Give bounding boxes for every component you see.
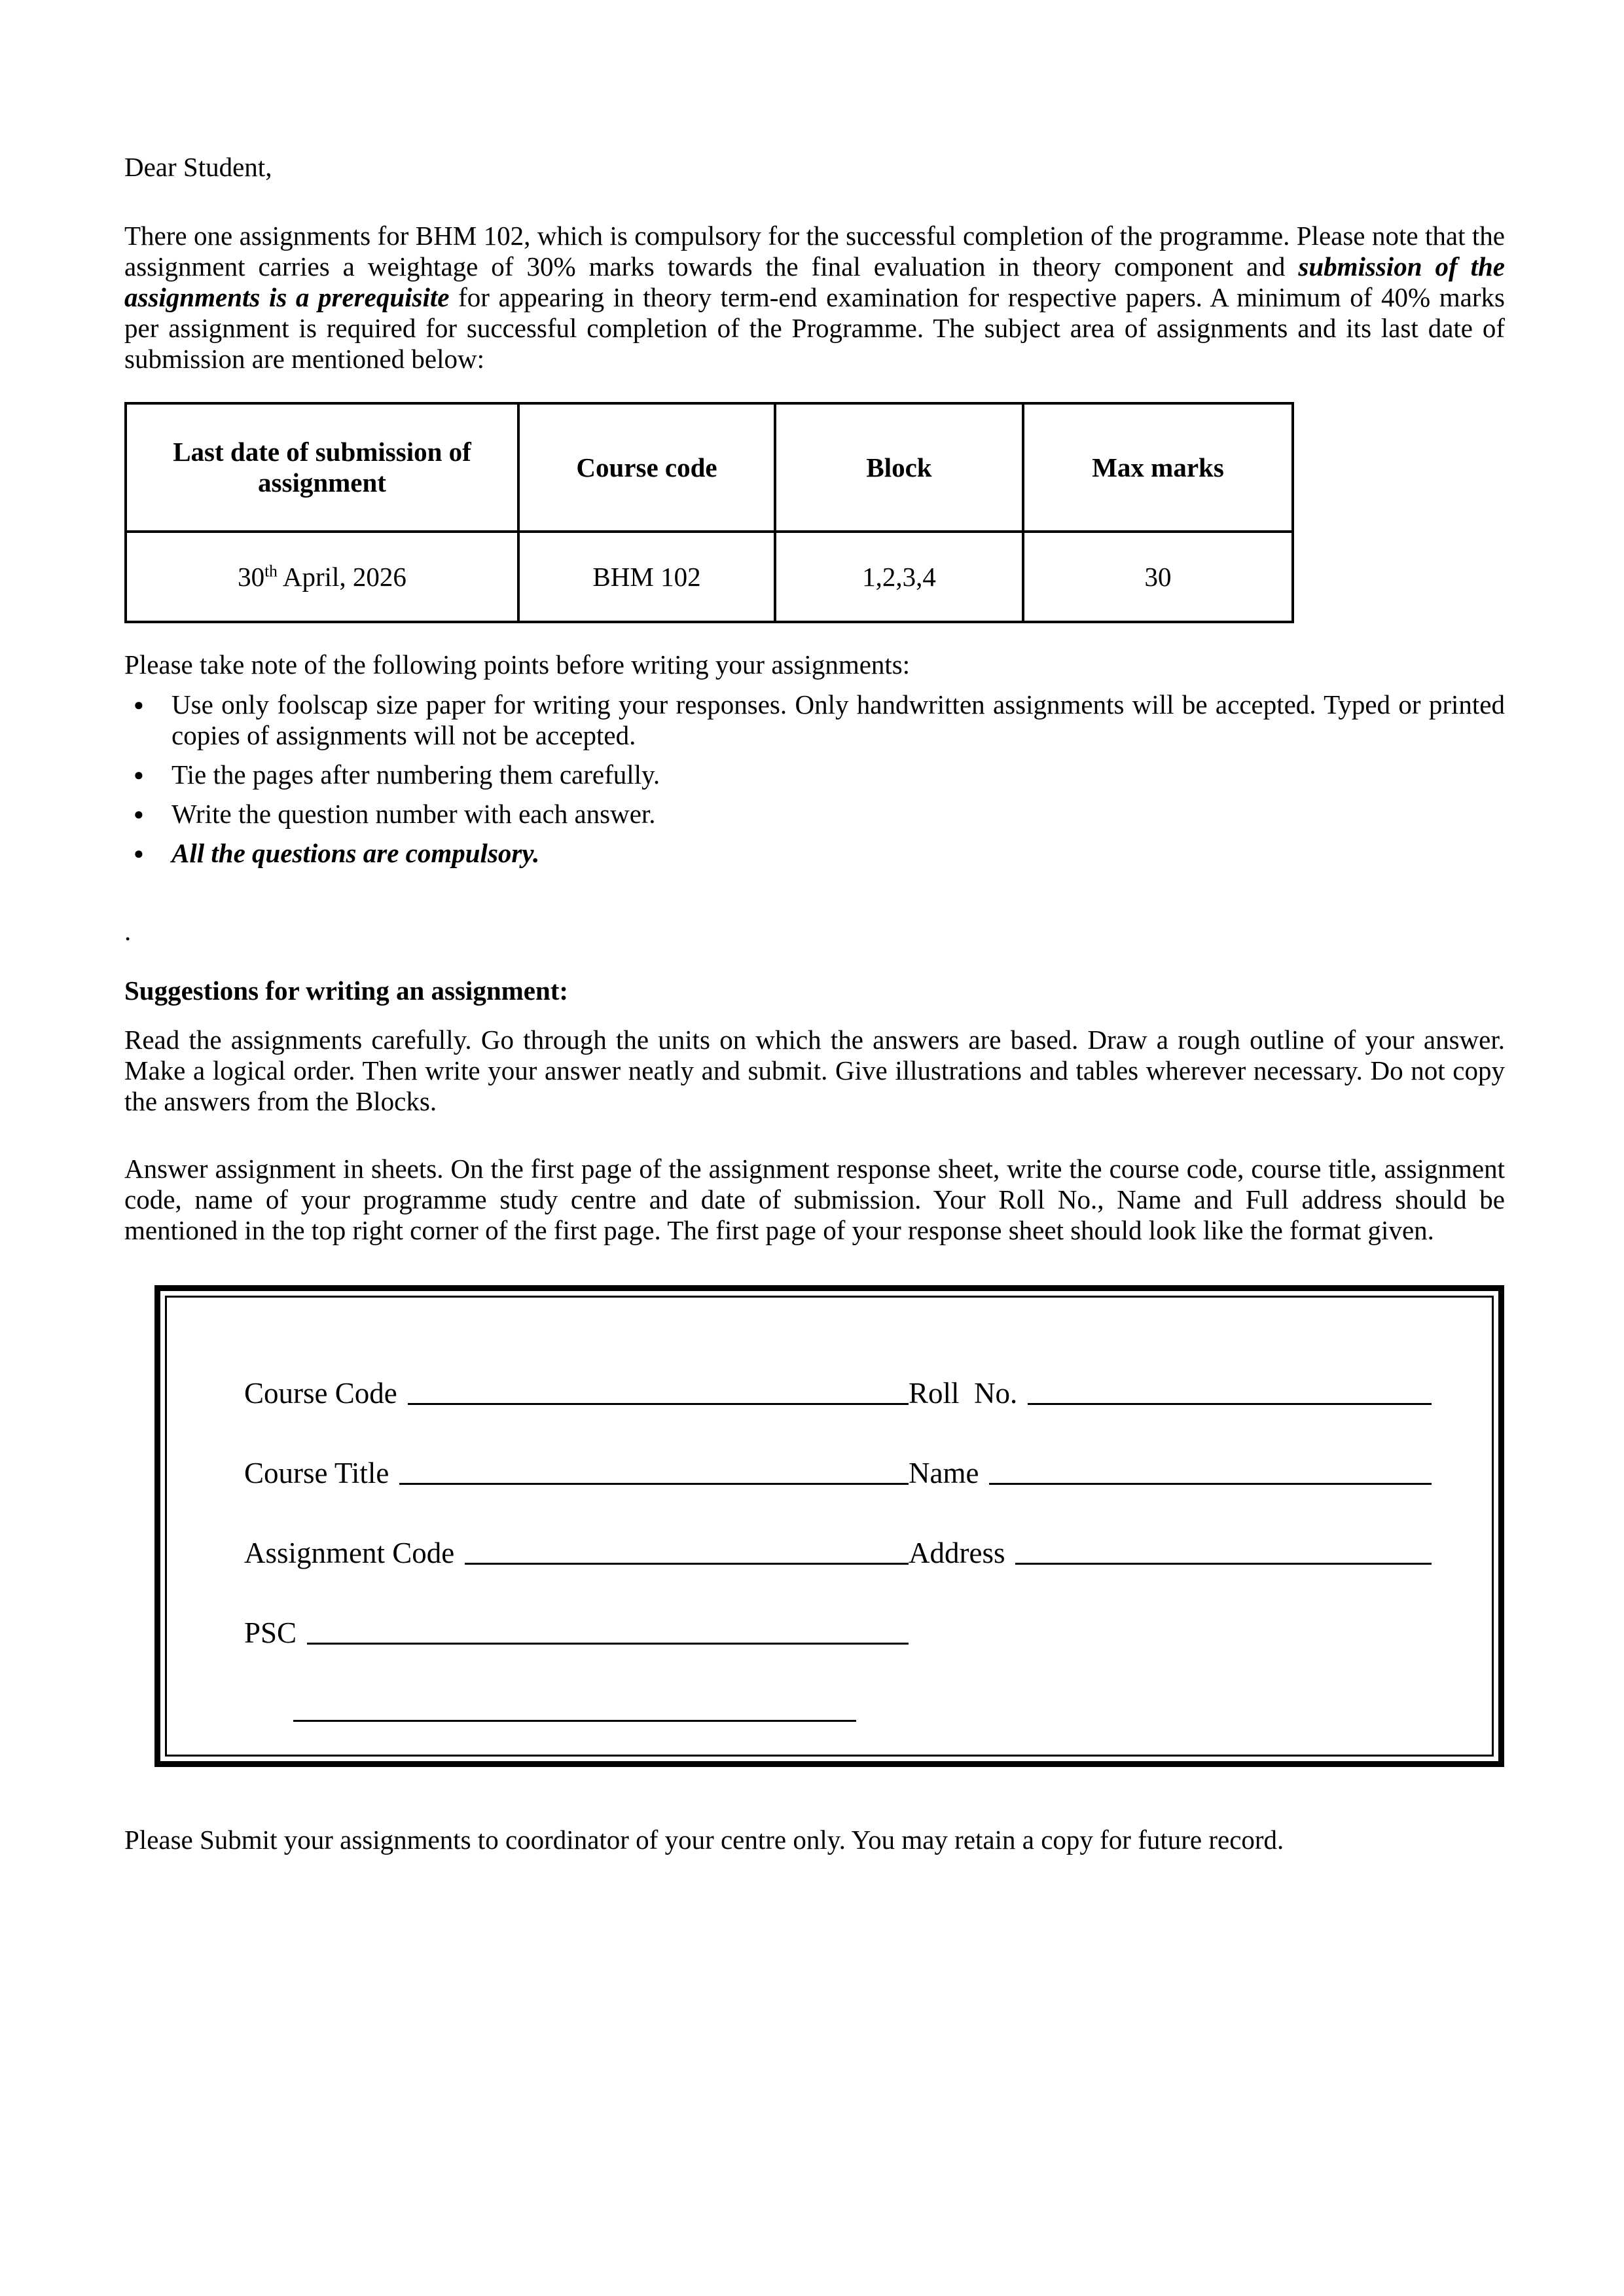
date-ordinal: th [264,561,278,580]
bullet-text: All the questions are compulsory. [171,838,540,868]
table-header-row [126,403,1293,532]
bullet-text: Tie the pages after numbering them carefully. [171,759,660,790]
format-box-inner [165,1296,1494,1757]
blank-line [1015,1562,1432,1565]
blank-line [408,1402,909,1405]
bullet-item [124,689,1505,751]
blank-line [399,1482,909,1485]
blank-line [989,1482,1432,1485]
blank-line [465,1562,909,1565]
notes-intro: Please take note of the following points before writing your assignments: [124,649,911,680]
bullet-icon: ● [134,844,144,863]
salutation: Dear Student, [124,152,272,182]
header-max-marks: Max marks [1023,403,1293,532]
field-row-course-code [244,1330,909,1410]
header-course-code: Course code [518,403,775,532]
field-label: Roll No. [909,1377,1018,1410]
format-box-left-column [244,1330,909,1727]
bullet-icon: ● [134,695,144,714]
format-box [154,1285,1504,1767]
bullet-icon: ● [134,805,144,824]
blank-line [1028,1402,1432,1405]
bullet-icon: ● [134,765,144,784]
field-row-address [909,1490,1459,1570]
bullet-list [124,689,1505,869]
field-row-psc [244,1570,909,1650]
field-label: Assignment Code [244,1537,455,1569]
bullet-text: Use only foolscap size paper for writing your responses. Only handwritten assignments will be accepted. Typed or printed copies of assignments will not be accepted. [171,689,1505,750]
field-row-name [909,1410,1459,1490]
intro-part1: There one assignments for BHM 102, which is compulsory for the successful completion of the programme. Please note that the assignment carries a weightage of 30% marks towards the final evaluation in theory component and [124,221,1505,282]
intro-emphasis: submission of the assignments is a prerequisite [124,251,1505,312]
field-row-course-title [244,1410,909,1490]
suggestions-heading: Suggestions for writing an assignment: [124,975,569,1006]
blank-line [307,1642,909,1645]
field-label: Course Title [244,1457,389,1489]
field-label: Name [909,1457,979,1489]
field-row-extra-line [244,1650,909,1727]
field-label: Address [909,1537,1005,1569]
course-code-cell: BHM 102 [518,532,775,622]
max-marks-cell: 30 [1023,532,1293,622]
header-block: Block [775,403,1023,532]
bullet-item [124,838,1505,869]
field-label: PSC [244,1616,297,1649]
assignments-table [124,402,1294,623]
intro-part2: for appearing in theory term-end examination for respective papers. A minimum of 40% marks per assignment is required for successful completion of the Programme. The subject area of assignments and its last date of submission are mentioned below: [124,282,1505,374]
field-row-assignment-code [244,1490,909,1570]
bullet-item [124,759,1505,790]
suggestions-paragraph: Read the assignments carefully. Go through the units on which the answers are based. Draw a rough outline of your answer. Make a logical order. Then write your answer neatly and submit. Give illustrations and tables wherever necessary. Do not copy the answers from the Blocks. [124,1025,1505,1116]
format-box-right-column [909,1330,1459,1727]
answer-format-paragraph: Answer assignment in sheets. On the first page of the assignment response sheet, write the course code, course title, assignment code, name of your programme study centre and date of submission. Your Roll No., Name and Full address should be mentioned in the top right corner of the first page. The first page of your response sheet should look like the format given. [124,1154,1505,1245]
date-month-year: April, 2026 [277,561,406,592]
header-last-date: Last date of submission of assignment [126,403,518,532]
block-cell: 1,2,3,4 [775,532,1023,622]
date-day: 30 [238,561,265,592]
bullet-item [124,799,1505,829]
bullet-text: Write the question number with each answer. [171,799,656,829]
date-cell [126,532,518,622]
table-data-row [126,532,1293,622]
blank-line [293,1719,856,1722]
field-row-roll-no [909,1330,1459,1410]
field-label: Course Code [244,1377,397,1410]
intro-paragraph [124,221,1505,374]
stray-period: . [124,916,132,946]
footer-note: Please Submit your assignments to coordinator of your centre only. You may retain a copy for future record. [124,1825,1284,1855]
